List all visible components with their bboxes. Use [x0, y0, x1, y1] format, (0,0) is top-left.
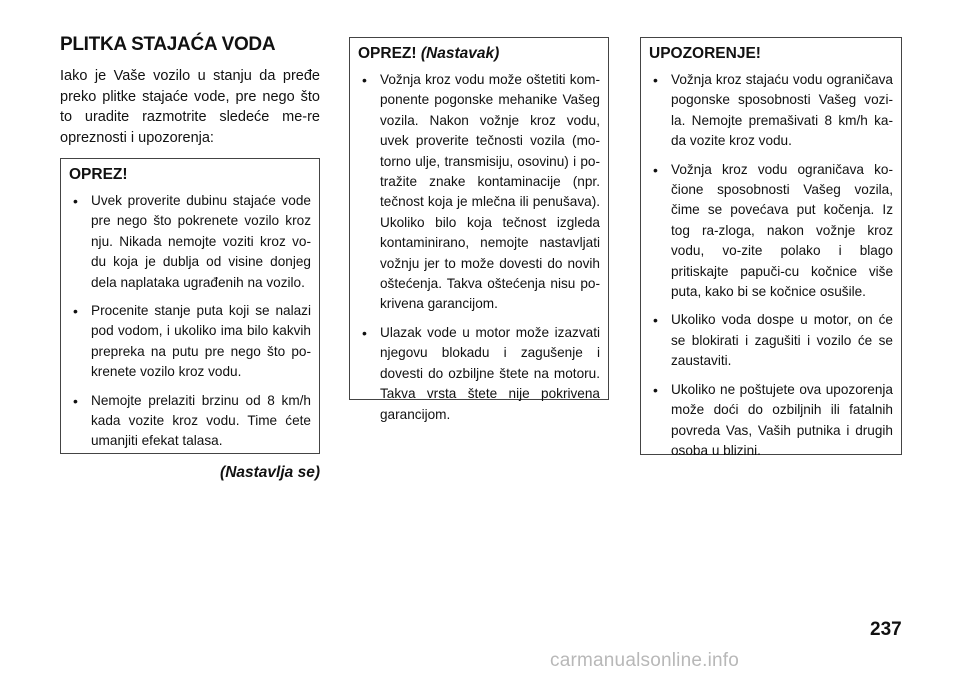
caution-item: • Uvek proverite dubinu stajaće vode pre nego što pokrenete vozilo kroz nju. Nikada nemojte voziti kroz vo-du koja je dublja od visine donjeg dela naplataka ugrađenih na vozilo.: [69, 191, 311, 293]
caution-item: • Procenite stanje puta koji se nalazi pod vodom, i ukoliko ima bilo kakvih prepreka na putu pre nego što po-krenete vozilo kroz vodu.: [69, 301, 311, 383]
warning-item: • Ukoliko ne poštujete ova upozorenja može doći do ozbiljnih ili fatalnih povreda Vas, Vaših putnika i drugih osoba u blizini.: [649, 380, 893, 462]
continued-note: (Nastavlja se): [220, 464, 320, 481]
caution-continued-title-suffix: (Nastavak): [420, 45, 500, 62]
warning-box: [640, 37, 902, 458]
caution-continued-box: [349, 37, 609, 422]
caution-box-title: OPREZ!: [69, 166, 128, 183]
section-intro: Iako je Vaše vozilo u stanju da pređe preko plitke stajaće vode, pre nego što to uradite razmotrite sledeće me-re opreznosti i upozorenja:: [60, 68, 320, 146]
caution-box: [60, 158, 320, 454]
caution-continued-title-main: OPREZ!: [358, 45, 417, 62]
watermark: carmanualsonline.info: [550, 650, 740, 671]
caution-continued-item: • Ulazak vode u motor može izazvati njegovu blokadu i zagušenje i dovesti do ozbiljne štete na motoru. Takva vrsta štete nije pokrivena garancijom.: [358, 323, 600, 425]
warning-item: • Vožnja kroz stajaću vodu ograničava pogonske sposobnosti Vašeg vozi-la. Nemojte premašivati 8 km/h ka-da vozite kroz vodu.: [649, 70, 893, 152]
caution-continued-item: • Vožnja kroz vodu može oštetiti kom-ponente pogonske mehanike Vašeg vozila. Nakon vožnje kroz vodu, uvek proverite tečnosti vozila (mo-torno ulje, transmisiju, osovinu) i po-tražite znake kontaminacije (npr. tečnost koja je mlečna ili penušava). Ukoliko bilo koja tečnost izgleda kontaminirano, nemojte nastavljati vožnju jer to može dovesti do novih oštećenja. Takva oštećenja nisu po-krivena garancijom.: [358, 70, 600, 315]
warning-item: • Ukoliko voda dospe u motor, on će se blokirati i zagušiti i vozilo će se zaustaviti.: [649, 310, 893, 371]
page-number: 237: [870, 619, 902, 640]
caution-list: [69, 191, 311, 452]
warning-item: • Vožnja kroz vodu ograničava ko-čione sposobnosti Vašeg vozila, čime se povećava put kočenja. Iz tog ra-zloga, nakon vožnje kroz vodu, vo-zite polako i blago pritiskajte papuči-cu kočnice više puta, kako bi se kočnice osušile.: [649, 160, 893, 303]
caution-continued-title: [358, 44, 600, 64]
warning-box-title: UPOZORENJE!: [649, 45, 761, 62]
caution-item: • Nemojte prelaziti brzinu od 8 km/h kada vozite kroz vodu. Time ćete umanjiti efekat talasa.: [69, 391, 311, 452]
caution-continued-list: [358, 70, 600, 425]
section-title: PLITKA STAJAĆA VODA: [60, 34, 276, 55]
warning-list: [649, 70, 893, 461]
